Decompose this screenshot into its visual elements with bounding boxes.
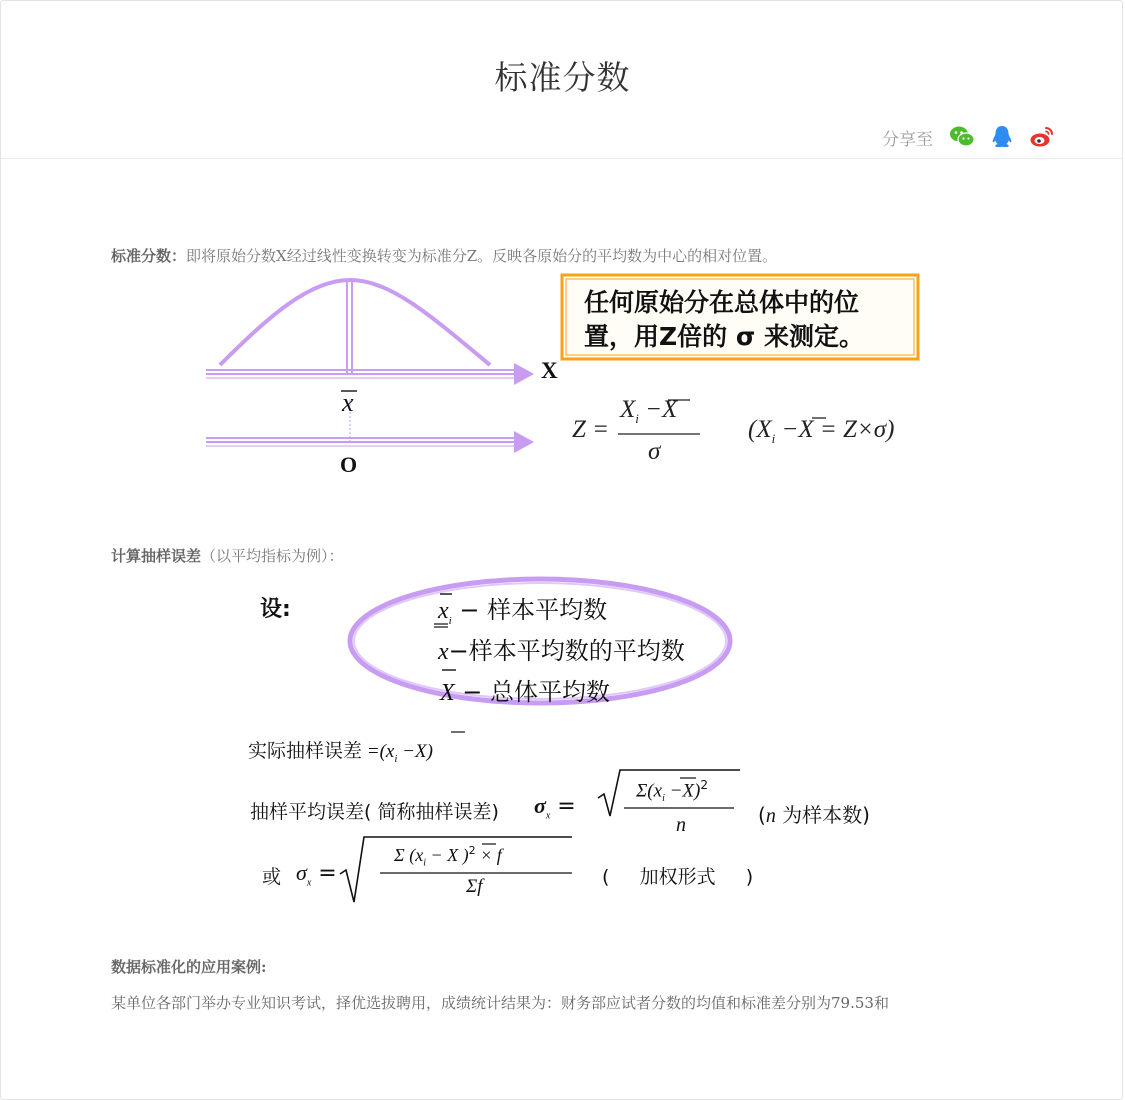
- sample-size-note: (n 为样本数): [758, 803, 870, 827]
- set-label: 设:: [260, 597, 291, 622]
- weighted-numerator: Σ ($x_i - X$ )$^2$ × f: [394, 844, 502, 869]
- box-text: [584, 286, 864, 354]
- average-error-label: 抽样平均误差( 简称抽样误差): [250, 801, 499, 823]
- z-formula-numerator: $X_i -X$: [620, 396, 678, 426]
- z-formula-lhs: Z =: [572, 416, 610, 443]
- normal-curve-figure: [200, 270, 940, 485]
- case-text: 某单位各部门举办专业知识考试，择优选拔聘用，成绩统计结果为：财务部应试者分数的均值和标准差分别为79.53和: [111, 994, 889, 1012]
- actual-error-formula: 实际抽样误差 $=(x_i -X)$: [248, 740, 433, 765]
- sqrt-numerator: $\Sigma(x_i -X)^2$: [636, 778, 708, 805]
- z-formula-denominator: σ: [648, 438, 661, 465]
- definition-sample-mean: $x_i$ − 样本平均数: [438, 596, 608, 627]
- share-bar: [882, 124, 1055, 150]
- standard-score-definition: [111, 245, 777, 266]
- share-label: 分享至: [882, 129, 933, 150]
- case-term: 数据标准化的应用案例:: [111, 958, 267, 976]
- origin-label: O: [340, 452, 358, 477]
- weighted-denominator: Σf: [466, 876, 483, 897]
- sigma-x-label-2: $\sigma_x$ =: [296, 860, 337, 889]
- sampling-error-text: （以平均指标为例）：: [201, 547, 344, 565]
- wechat-icon[interactable]: [949, 124, 975, 150]
- sampling-error-figure: [240, 572, 920, 912]
- qq-icon[interactable]: [989, 124, 1015, 150]
- sampling-error-term: 计算抽样误差: [111, 547, 202, 565]
- weighted-note: ( 加权形式 ): [602, 866, 754, 888]
- page-title: 标准分数: [494, 58, 631, 97]
- standard-score-text: 即将原始分数X经过线性变换转变为标准分Z。反映各原始分的平均数为中心的相对位置。: [186, 247, 778, 265]
- standard-score-term: 标准分数：: [111, 247, 187, 265]
- or-label: 或: [262, 866, 282, 888]
- sampling-error-heading: [111, 545, 344, 566]
- xbar-label: x: [342, 388, 354, 417]
- sqrt-denominator: n: [676, 814, 686, 836]
- case-heading: [111, 956, 267, 977]
- definition-population-mean: X − 总体平均数: [440, 678, 611, 706]
- axis-x-label: X: [541, 358, 558, 383]
- sigma-x-label: $\sigma_x$ =: [534, 793, 576, 822]
- weibo-icon[interactable]: [1029, 124, 1055, 150]
- box-line-2: 置，用Z倍的 σ 来测定。: [584, 322, 865, 351]
- z-formula-inverse: $(X_i -X = Z\times\sigma)$: [748, 416, 895, 446]
- box-line-1: 任何原始分在总体中的位: [584, 288, 860, 317]
- header-divider: [1, 158, 1122, 159]
- definition-mean-of-means: x−样本平均数的平均数: [438, 637, 685, 665]
